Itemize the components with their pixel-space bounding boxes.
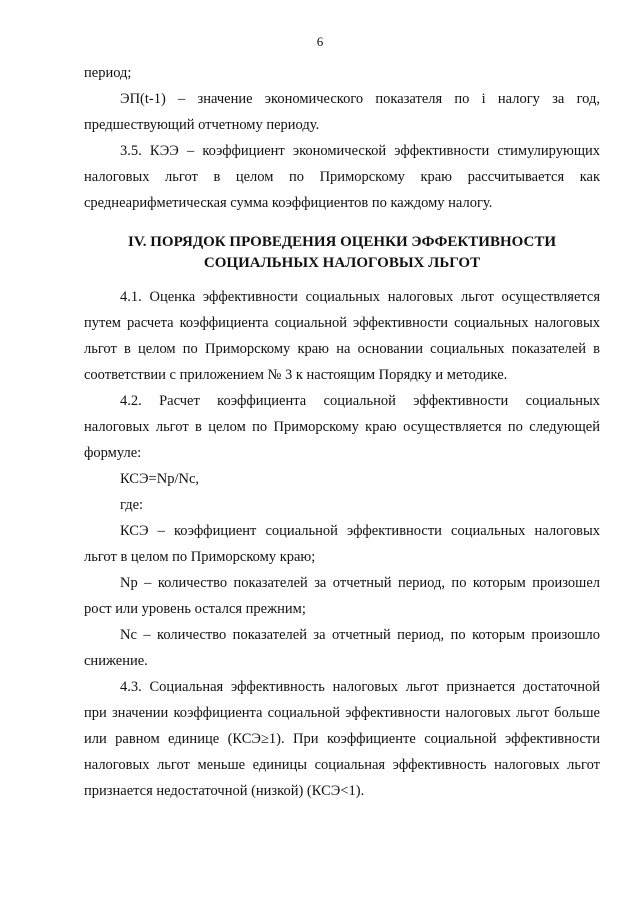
section-heading-line1: IV. ПОРЯДОК ПРОВЕДЕНИЯ ОЦЕНКИ ЭФФЕКТИВНОСТИ bbox=[128, 234, 556, 250]
paragraph-3-5: 3.5. КЭЭ – коэффициент экономической эффективности стимулирующих налоговых льгот в целом по Приморскому краю рассчитывается как среднеарифметическая сумма коэффициентов по каждому налогу. bbox=[84, 143, 600, 211]
paragraph-4-3: 4.3. Социальная эффективность налоговых льгот признается достаточной при значении коэффициента социальной эффективности налоговых льгот больше или равном единице (КСЭ≥1). При коэффициенте социальной эффективности налоговых льгот меньше единицы социальная эффективность налоговых льгот признается недостаточной (низкой) (КСЭ<1). bbox=[84, 679, 600, 799]
definition-kse: КСЭ – коэффициент социальной эффективности социальных налоговых льгот в целом по Приморскому краю; bbox=[84, 523, 600, 565]
page-number: 6 bbox=[316, 34, 324, 49]
section-heading bbox=[84, 232, 600, 274]
formula: КСЭ=Np/Nc, bbox=[120, 471, 200, 487]
definition-np: Np – количество показателей за отчетный период, по которым произошел рост или уровень остался прежним; bbox=[84, 575, 600, 617]
paragraph-4-1: 4.1. Оценка эффективности социальных налоговых льгот осуществляется путем расчета коэффициента социальной эффективности социальных налоговых льгот в целом по Приморскому краю на основании социальных показателей в соответствии с приложением № 3 к настоящим Порядку и методике. bbox=[84, 289, 600, 383]
paragraph-4-2: 4.2. Расчет коэффициента социальной эффективности социальных налоговых льгот в целом по Приморскому краю осуществляется по следующей формуле: bbox=[84, 393, 600, 461]
definition-nc: Nc – количество показателей за отчетный период, по которым произошло снижение. bbox=[84, 627, 600, 669]
paragraph-ep-definition: ЭП(t-1) – значение экономического показателя по i налогу за год, предшествующий отчетному периоду. bbox=[84, 91, 600, 133]
paragraph-period: период; bbox=[84, 65, 132, 81]
section-heading-line2: СОЦИАЛЬНЫХ НАЛОГОВЫХ ЛЬГОТ bbox=[203, 255, 481, 271]
document-body bbox=[84, 60, 600, 804]
formula-where: где: bbox=[120, 497, 144, 513]
